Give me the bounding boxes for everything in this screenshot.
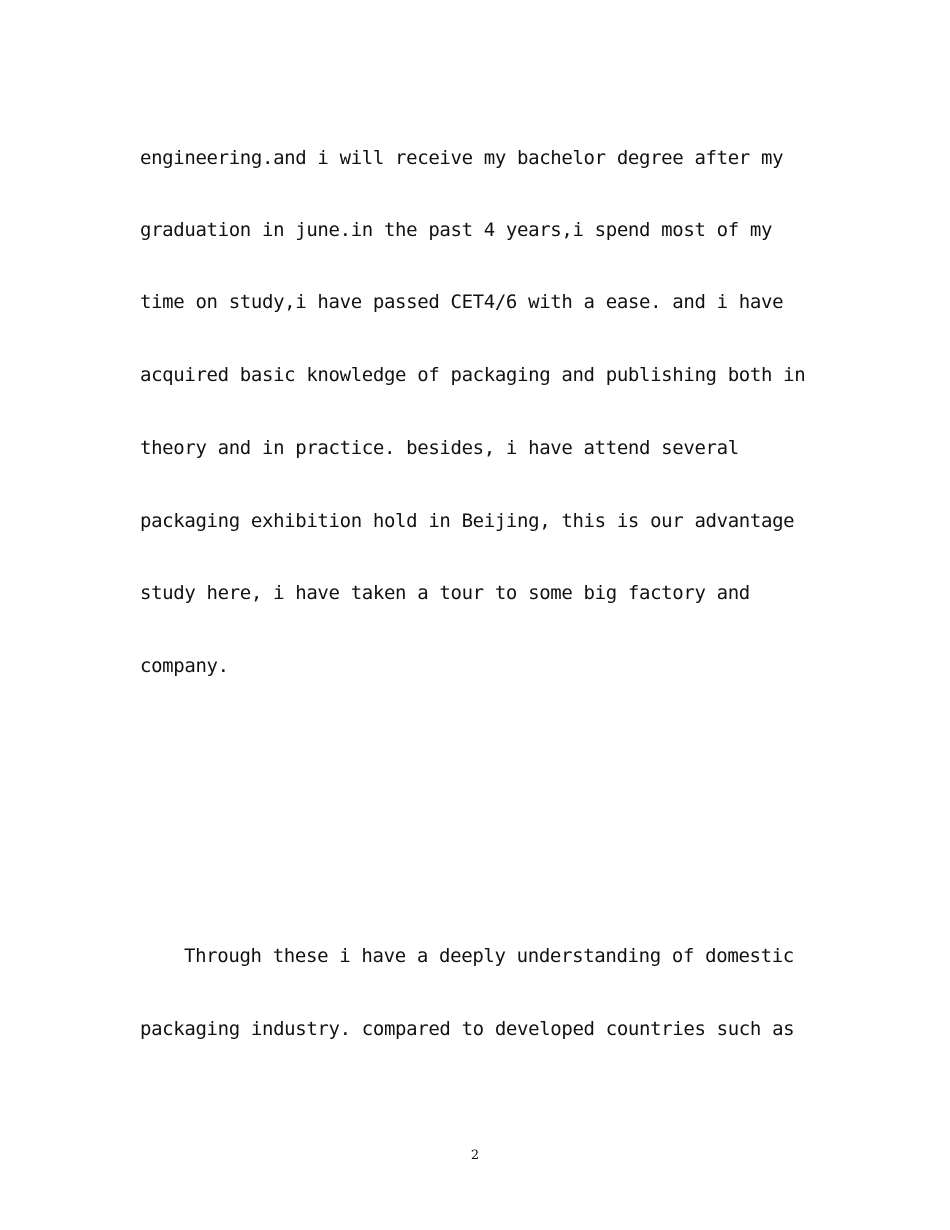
paragraph-line: time on study,i have passed CET4/6 with a ease. and i have [140, 291, 784, 313]
paragraph-line: packaging industry. compared to developed countries such as [140, 1018, 795, 1040]
page-number: 2 [470, 1148, 480, 1163]
paragraph-line: graduation in june.in the past 4 years,i spend most of my [140, 219, 773, 241]
paragraph-line: company. [140, 655, 229, 677]
paragraph-line: packaging exhibition hold in Beijing, this is our advantage [140, 510, 795, 532]
paragraph-line: engineering.and i will receive my bachelor degree after my [140, 147, 784, 169]
paragraph-line: Through these i have a deeply understanding of domestic [184, 945, 794, 967]
paragraph-line: theory and in practice. besides, i have attend several [140, 437, 739, 459]
paragraph-line: study here, i have taken a tour to some big factory and [140, 582, 750, 604]
paragraph-line: acquired basic knowledge of packaging and publishing both in [140, 364, 806, 386]
